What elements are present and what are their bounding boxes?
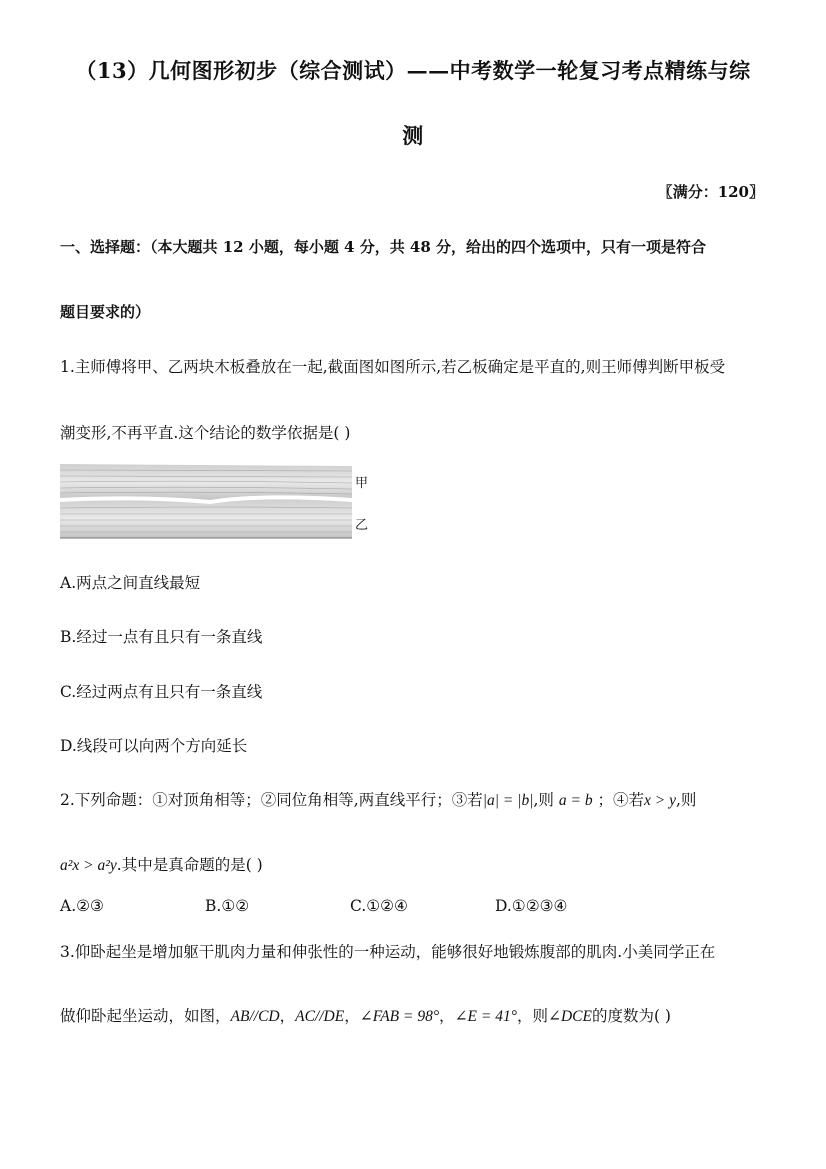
q1-option-d: D.线段可以向两个方向延长 [60, 737, 248, 755]
q3-math-angle-fab: ∠FAB = 98° [359, 1008, 440, 1025]
q3-sep1: ， [279, 1007, 296, 1025]
q3-math-parallel1: AB//CD [230, 1008, 280, 1025]
q1-option-c: C.经过两点有且只有一条直线 [60, 683, 263, 701]
q1-option-b: B.经过一点有且只有一条直线 [60, 628, 263, 646]
q2-text-part4: ,则 [676, 791, 697, 809]
q2-math-square: a²x > a²y [60, 857, 117, 874]
q2-option-a: A.②③ [60, 897, 104, 915]
q1-stem-line1: 1.主师傅将甲、乙两块木板叠放在一起,截面图如图所示,若乙板确定是平直的,则王师傅判断甲板受 [60, 358, 726, 376]
q3-math-angle-dce: ∠DCE [547, 1008, 592, 1025]
q2-stem-line2 [60, 853, 263, 875]
q3-stem-line1: 3.仰卧起坐是增加躯干肌肉力量和伸张性的一种运动，能够很好地锻炼腹部的肌肉.小美同学正在 [60, 943, 716, 961]
q2-option-d: D.①②③④ [495, 897, 568, 915]
page-title-line1: （13）几何图形初步（综合测试）——中考数学一轮复习考点精练与综 [75, 58, 751, 83]
section-heading-line2: 题目要求的） [60, 303, 151, 321]
q3-sep2: ， [344, 1007, 360, 1025]
section-heading-line1: 一、选择题：（本大题共 12 小题，每小题 4 分，共 48 分，给出的四个选项中，只有一项是符合 [60, 238, 707, 256]
q2-math-abs: |a| = |b| [482, 792, 534, 809]
q2-stem-line1 [60, 788, 696, 810]
q1-board-figure [60, 462, 352, 540]
q2-math-equal: a = b [558, 792, 593, 809]
q2-option-b: B.①② [205, 897, 250, 915]
board-label-bottom: 乙 [355, 518, 369, 533]
q3-stem-line2 [60, 1004, 671, 1026]
q2-text-part2: ,则 [533, 791, 554, 809]
q2-text-part3: ；④若 [597, 791, 645, 809]
page-title-line2: 测 [402, 123, 424, 148]
q3-math-angle-e: ∠E = 41° [454, 1008, 517, 1025]
board-label-top: 甲 [355, 476, 369, 491]
q2-option-c: C.①②④ [350, 897, 408, 915]
q2-text-part5: .其中是真命题的是( ) [116, 856, 263, 874]
q3-text-part1: 做仰卧起坐运动，如图， [60, 1007, 231, 1025]
q3-text-part2: ，则 [516, 1007, 548, 1025]
q1-option-a: A.两点之间直线最短 [60, 574, 201, 592]
q1-stem-line2: 潮变形,不再平直.这个结论的数学依据是( ) [60, 424, 351, 442]
q2-math-ineq: x > y [644, 792, 676, 809]
q3-sep3: ， [439, 1007, 455, 1025]
q2-options [60, 897, 640, 915]
q3-text-part3: 的度数为( ) [591, 1007, 671, 1025]
full-score: 〖满分：120〗 [657, 183, 764, 201]
q2-text-part1: 2.下列命题：①对顶角相等；②同位角相等,两直线平行；③若 [60, 791, 483, 809]
q3-math-parallel2: AC//DE [295, 1008, 345, 1025]
